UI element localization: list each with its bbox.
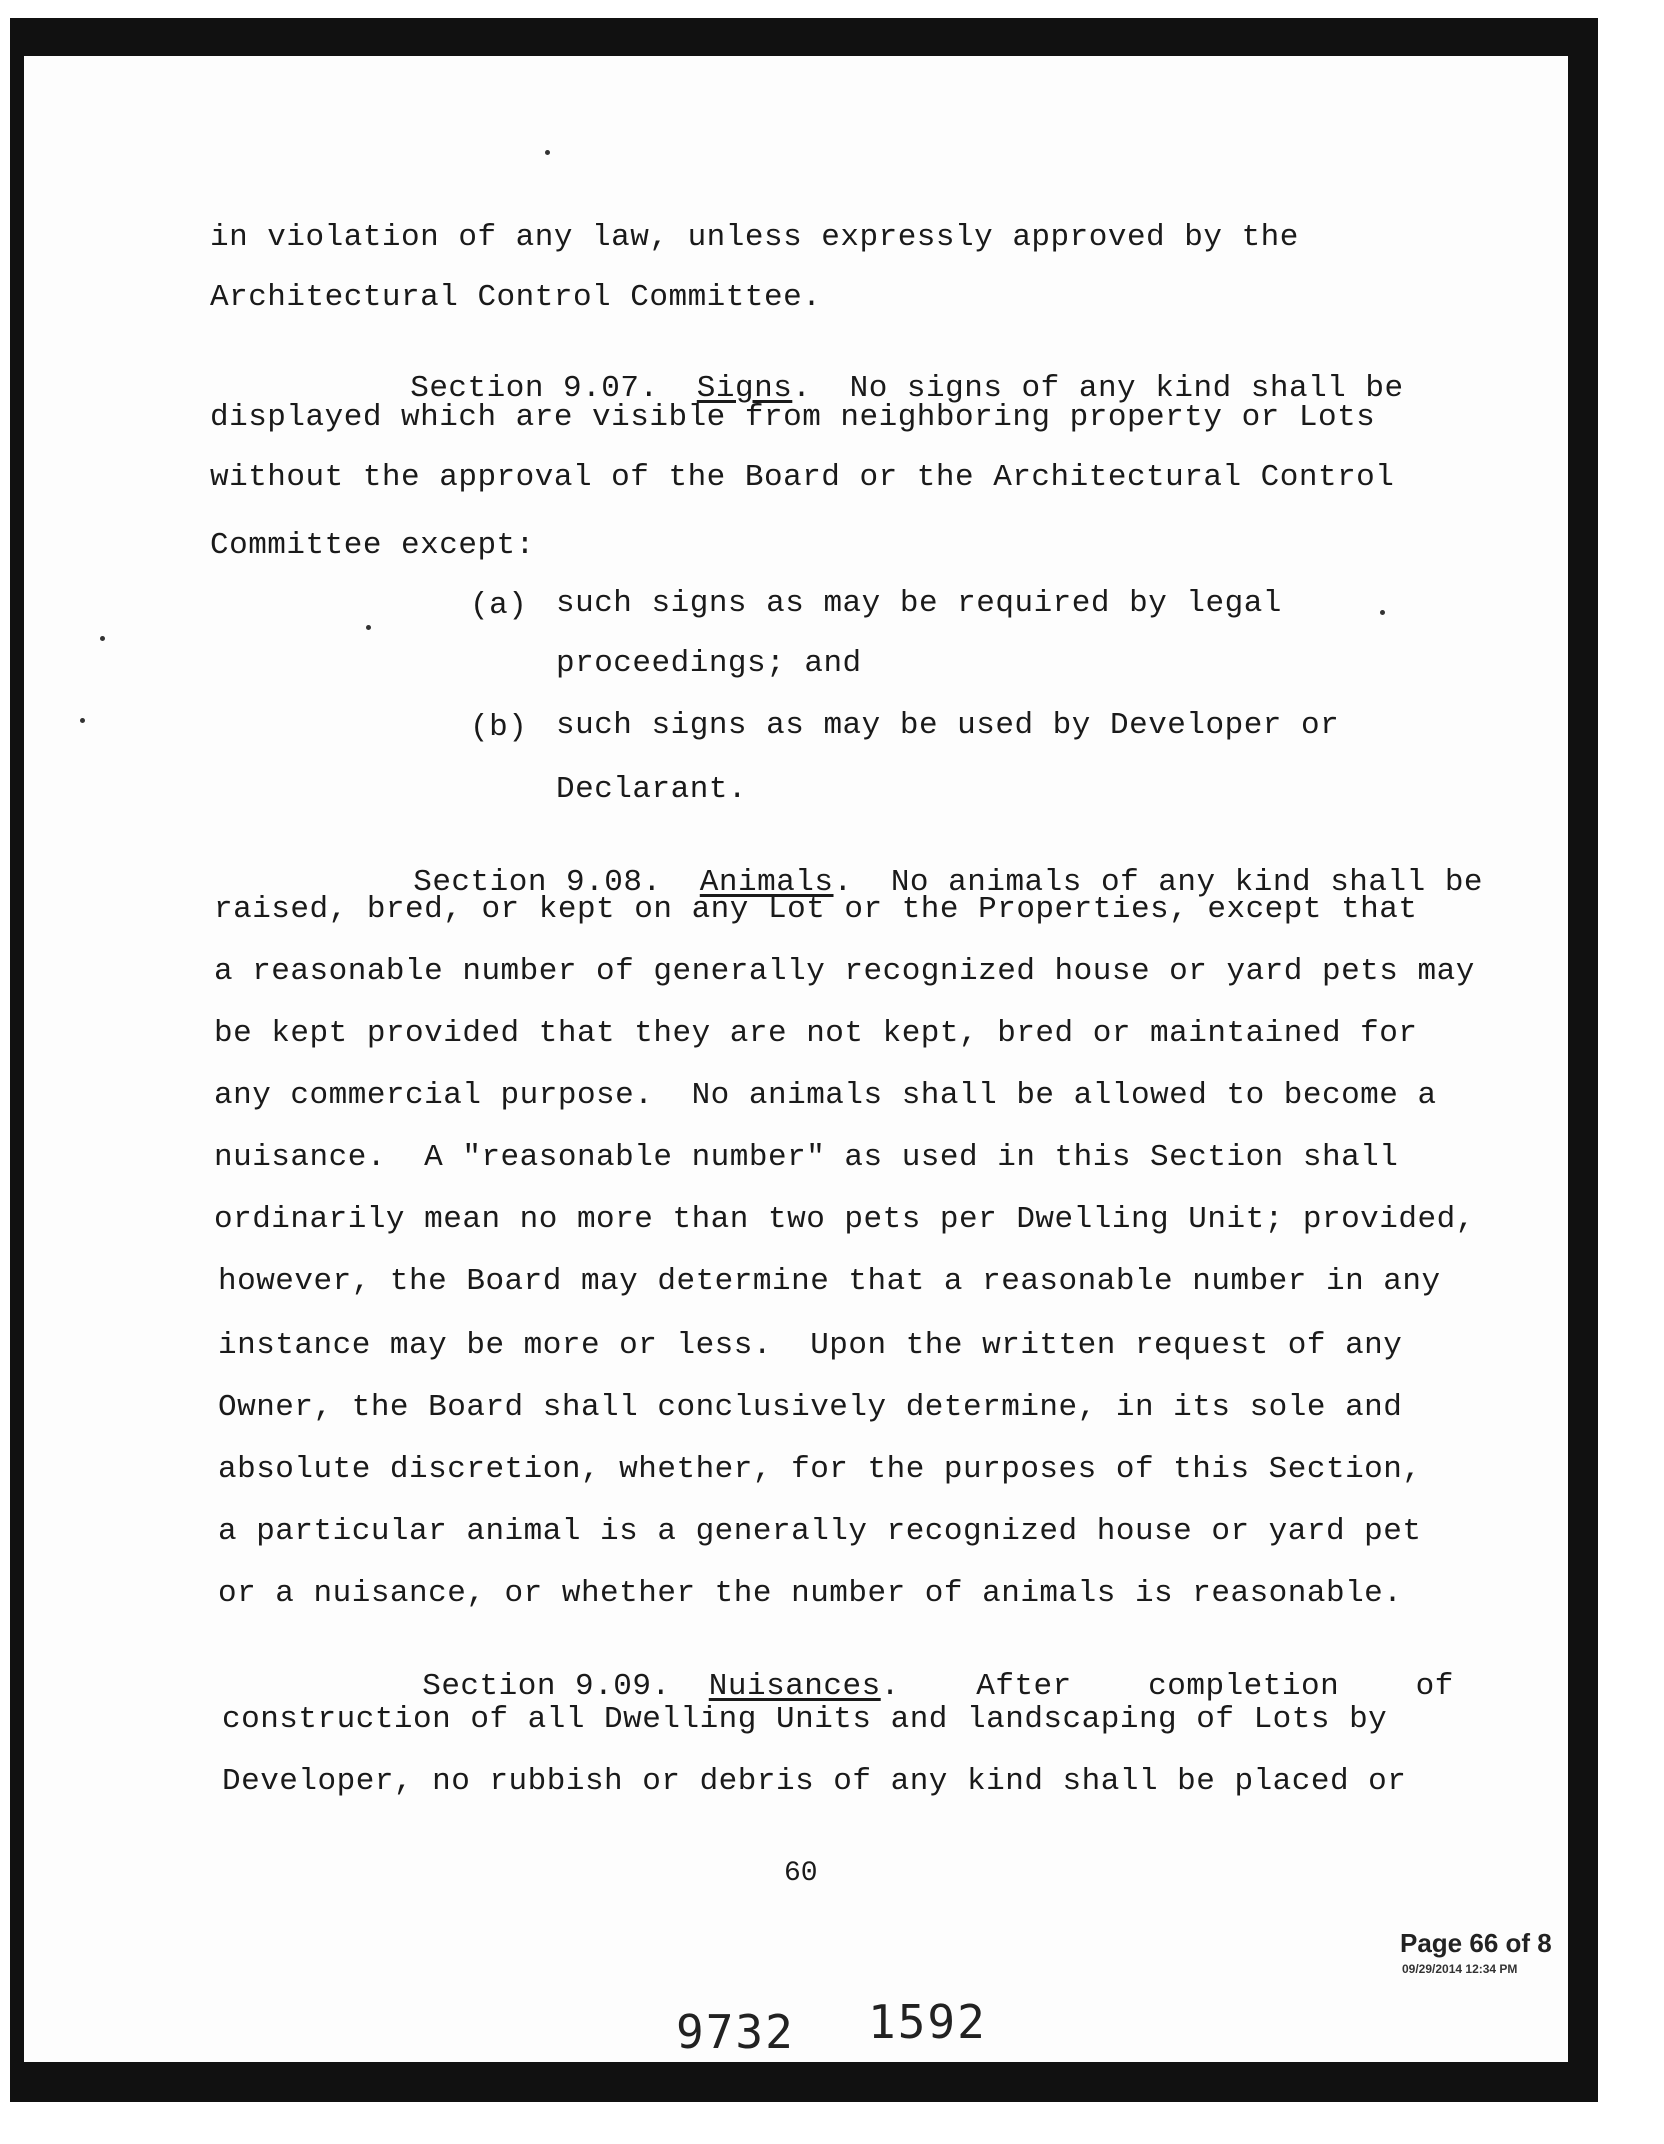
scan-speck [100,636,105,641]
scan-speck [545,150,550,155]
list-item-b-line-2: Declarant. [556,772,748,807]
page-number: 60 [784,1858,818,1889]
text-line-19: ordinarily mean no more than two pets per Dwelling Unit; provided, [214,1202,1475,1237]
recorder-page-stamp: Page 66 of 8 [1400,1928,1552,1958]
scan-speck [80,718,85,723]
text-line-25: or a nuisance, or whether the number of animals is reasonable. [218,1576,1403,1611]
scan-speck [366,625,371,630]
section-title: Nuisances [708,1669,881,1704]
text-line-20: however, the Board may determine that a reasonable number in any [218,1264,1441,1299]
section-title: Animals [699,865,834,900]
text-line-2: Architectural Control Committee. [210,280,822,315]
section-title: Signs [696,371,793,406]
recorder-datetime-stamp: 09/29/2014 12:34 PM [1402,1962,1518,1976]
scan-border-bottom [18,2062,1598,2102]
text-line-13: No animals of any kind shall be [890,865,1484,900]
section-9-07-heading: Section 9.07. Signs. No signs of any kind shall be [410,371,1404,406]
book-number: 9732 [676,2005,795,2059]
section-number: Section 9.08. [413,865,662,900]
list-marker-a: (a) [470,588,528,623]
scan-border-left [10,18,24,2102]
list-item-a-line-1: such signs as may be required by legal [556,586,1282,621]
section-9-08-heading: Section 9.08. Animals. No animals of any kind shall be [413,865,1484,900]
list-item-b-line-1: such signs as may be used by Developer or [556,708,1340,743]
list-item-a-line-2: proceedings; and [556,646,862,681]
scan-border-right [1568,18,1598,2100]
text-line-28: Developer, no rubbish or debris of any kind shall be placed or [222,1764,1407,1799]
list-marker-b: (b) [470,710,528,745]
text-line-15: a reasonable number of generally recognized house or yard pets may [214,954,1475,989]
text-line-3: No signs of any kind shall be [849,371,1404,406]
text-line-17: any commercial purpose. No animals shall be allowed to become a [214,1078,1437,1113]
text-line-24: a particular animal is a generally recognized house or yard pet [218,1514,1422,1549]
text-line-6: Committee except: [210,528,535,563]
text-line-1: in violation of any law, unless expressly approved by the [210,220,1299,255]
book-page-number: 1592 [868,1995,987,2049]
text-line-26: After completion of [976,1669,1454,1704]
text-line-14: raised, bred, or kept on any Lot or the Properties, except that [214,892,1418,927]
text-line-27: construction of all Dwelling Units and landscaping of Lots by [222,1702,1388,1737]
section-number: Section 9.09. [422,1669,671,1704]
section-9-09-heading: Section 9.09. Nuisances. After completion of [422,1669,1454,1704]
scan-speck [1380,610,1385,615]
text-line-22: Owner, the Board shall conclusively determine, in its sole and [218,1390,1403,1425]
text-line-23: absolute discretion, whether, for the purposes of this Section, [218,1452,1422,1487]
section-number: Section 9.07. [410,371,659,406]
text-line-18: nuisance. A "reasonable number" as used in this Section shall [214,1140,1399,1175]
text-line-5: without the approval of the Board or the Architectural Control [210,460,1395,495]
text-line-21: instance may be more or less. Upon the written request of any [218,1328,1403,1363]
text-line-4: displayed which are visible from neighboring property or Lots [210,400,1376,435]
scan-border-top [18,18,1593,56]
text-line-16: be kept provided that they are not kept, bred or maintained for [214,1016,1418,1051]
